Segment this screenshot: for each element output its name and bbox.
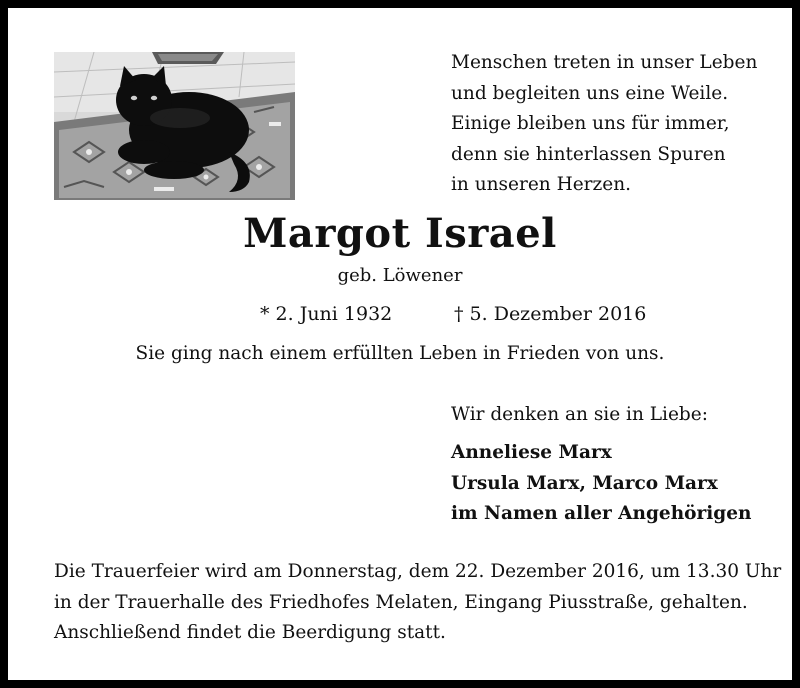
service-line: in der Trauerhalle des Friedhofes Melaten, Eingang Piusstraße, gehalten. xyxy=(54,592,748,613)
poem-line: in unseren Herzen. xyxy=(451,174,631,195)
cat-photo-image xyxy=(54,52,295,200)
poem-line: denn sie hinterlassen Spuren xyxy=(451,143,726,165)
mourner-name: Anneliese Marx xyxy=(451,442,612,463)
cat-photo xyxy=(54,52,295,200)
birth-date: * 2. Juni 1932 xyxy=(260,303,393,325)
maiden-name: geb. Löwener xyxy=(337,265,463,286)
mourner-name: im Namen aller Angehörigen xyxy=(451,503,752,524)
poem-line: Einige bleiben uns für immer, xyxy=(451,113,730,134)
poem-line: und begleiten uns eine Weile. xyxy=(451,82,729,104)
poem-line: Menschen treten in unser Leben xyxy=(451,52,758,73)
death-date: † 5. Dezember 2016 xyxy=(454,303,647,325)
mourners-intro: Wir denken an sie in Liebe: xyxy=(451,404,708,425)
statement: Sie ging nach einem erfüllten Leben in Frieden von uns. xyxy=(135,343,665,364)
deceased-name: Margot Israel xyxy=(243,210,557,257)
burial-info: Anschließend findet die Beerdigung statt. xyxy=(54,622,446,643)
mourner-name: Ursula Marx, Marco Marx xyxy=(451,472,718,494)
poem xyxy=(451,48,781,201)
funeral-service-info xyxy=(54,556,781,618)
mourners-list xyxy=(451,438,751,530)
service-line: Die Trauerfeier wird am Donnerstag, dem 22. Dezember 2016, um 13.30 Uhr xyxy=(54,561,782,582)
